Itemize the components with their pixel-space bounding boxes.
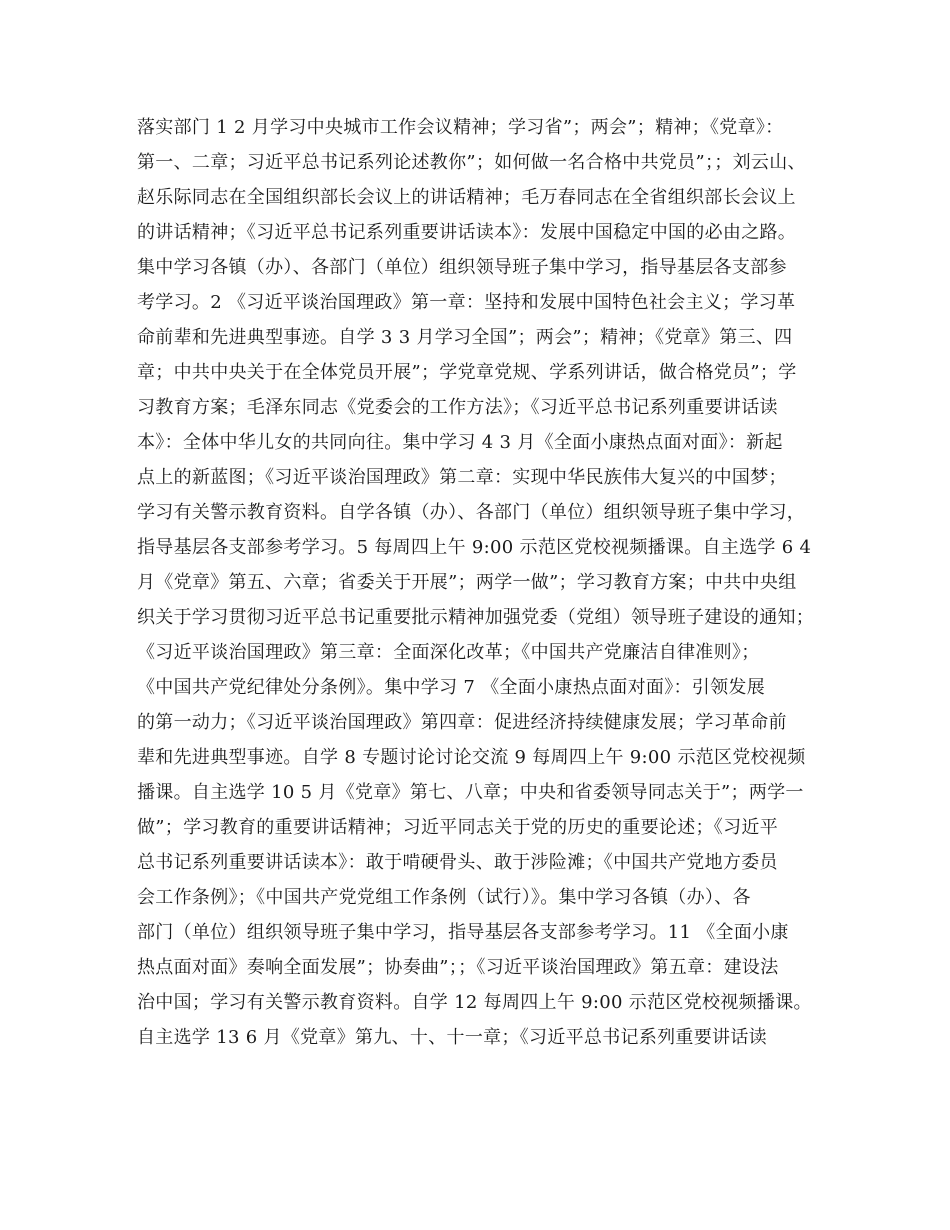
text-line-27: 自主选学 13 6 月《党章》第九、十、十一章；《习近平总书记系列重要讲话读 [137,1027,767,1048]
text-line-22: 总书记系列重要讲话读本》：敢于啃硬骨头、敢于涉险滩；《中国共产党地方委员 [137,852,778,873]
text-line-11: 点上的新蓝图；《习近平谈治国理政》第二章：实现中华民族伟大复兴的中国梦； [137,467,787,488]
text-line-25: 热点面对面》奏响全面发展”；协奏曲”；；《习近平谈治国理政》第五章：建设法 [137,957,779,978]
text-line-8: 章；中共中央关于在全体党员开展”；学党章党规、学系列讲话，做合格党员”；学 [137,362,797,383]
text-line-14: 月《党章》第五、六章；省委关于开展”；两学一做”；学习教育方案；中共中央组 [137,572,797,593]
text-line-20: 播课。自主选学 10 5 月《党章》第七、八章；中央和省委领导同志关于”；两学一 [137,782,804,803]
text-line-3: 赵乐际同志在全国组织部长会议上的讲话精神；毛万春同志在全省组织部长会议上 [137,187,796,208]
text-line-4: 的讲话精神；《习近平总书记系列重要讲话读本》：发展中国稳定中国的必由之路。 [137,222,797,243]
text-line-26: 治中国；学习有关警示教育资料。自学 12 每周四上午 9:00 示范区党校视频播课。 [137,992,812,1013]
text-line-13: 指导基层各支部参考学习。5 每周四上午 9:00 示范区党校视频播课。自主选学 6 4 [137,537,812,558]
text-line-17: 《中国共产党纪律处分条例》。集中学习 7 《全面小康热点面对面》：引领发展 [137,677,765,698]
text-line-19: 辈和先进典型事迹。自学 8 专题讨论讨论交流 9 每周四上午 9:00 示范区党校视频 [137,747,806,768]
text-line-5: 集中学习各镇（办）、各部门（单位）组织领导班子集中学习，指导基层各支部参 [137,257,787,278]
text-line-7: 命前辈和先进典型事迹。自学 3 3 月学习全国”；两会”；精神；《党章》第三、四 [137,327,793,348]
text-line-1: 落实部门 1 2 月学习中央城市工作会议精神；学习省”；两会”；精神；《党章》： [137,117,784,138]
text-line-10: 本》：全体中华儿女的共同向往。集中学习 4 3 月《全面小康热点面对面》：新起 [137,432,783,453]
body-text [137,110,817,1055]
text-line-18: 的第一动力；《习近平谈治国理政》第四章：促进经济持续健康发展；学习革命前 [137,712,787,733]
text-line-15: 织关于学习贯彻习近平总书记重要批示精神加强党委（党组）领导班子建设的通知； [137,607,815,628]
text-line-9: 习教育方案；毛泽东同志《党委会的工作方法》；《习近平总书记系列重要讲话读 [137,397,778,418]
text-line-6: 考学习。2 《习近平谈治国理政》第一章：坚持和发展中国特色社会主义；学习革 [137,292,796,313]
text-line-21: 做”；学习教育的重要讲话精神；习近平同志关于党的历史的重要论述；《习近平 [137,817,778,838]
text-line-23: 会工作条例》；《中国共产党党组工作条例（试行）》。集中学习各镇（办）、各 [137,887,751,908]
text-line-24: 部门（单位）组织领导班子集中学习，指导基层各支部参考学习。11 《全面小康 [137,922,789,943]
text-line-16: 《习近平谈治国理政》第三章：全面深化改革；《中国共产党廉洁自律准则》； [137,642,760,663]
text-line-12: 学习有关警示教育资料。自学各镇（办）、各部门（单位）组织领导班子集中学习， [137,502,806,523]
text-line-2: 第一、二章；习近平总书记系列论述教你”；如何做一名合格中共党员”；；刘云山、 [137,152,806,173]
